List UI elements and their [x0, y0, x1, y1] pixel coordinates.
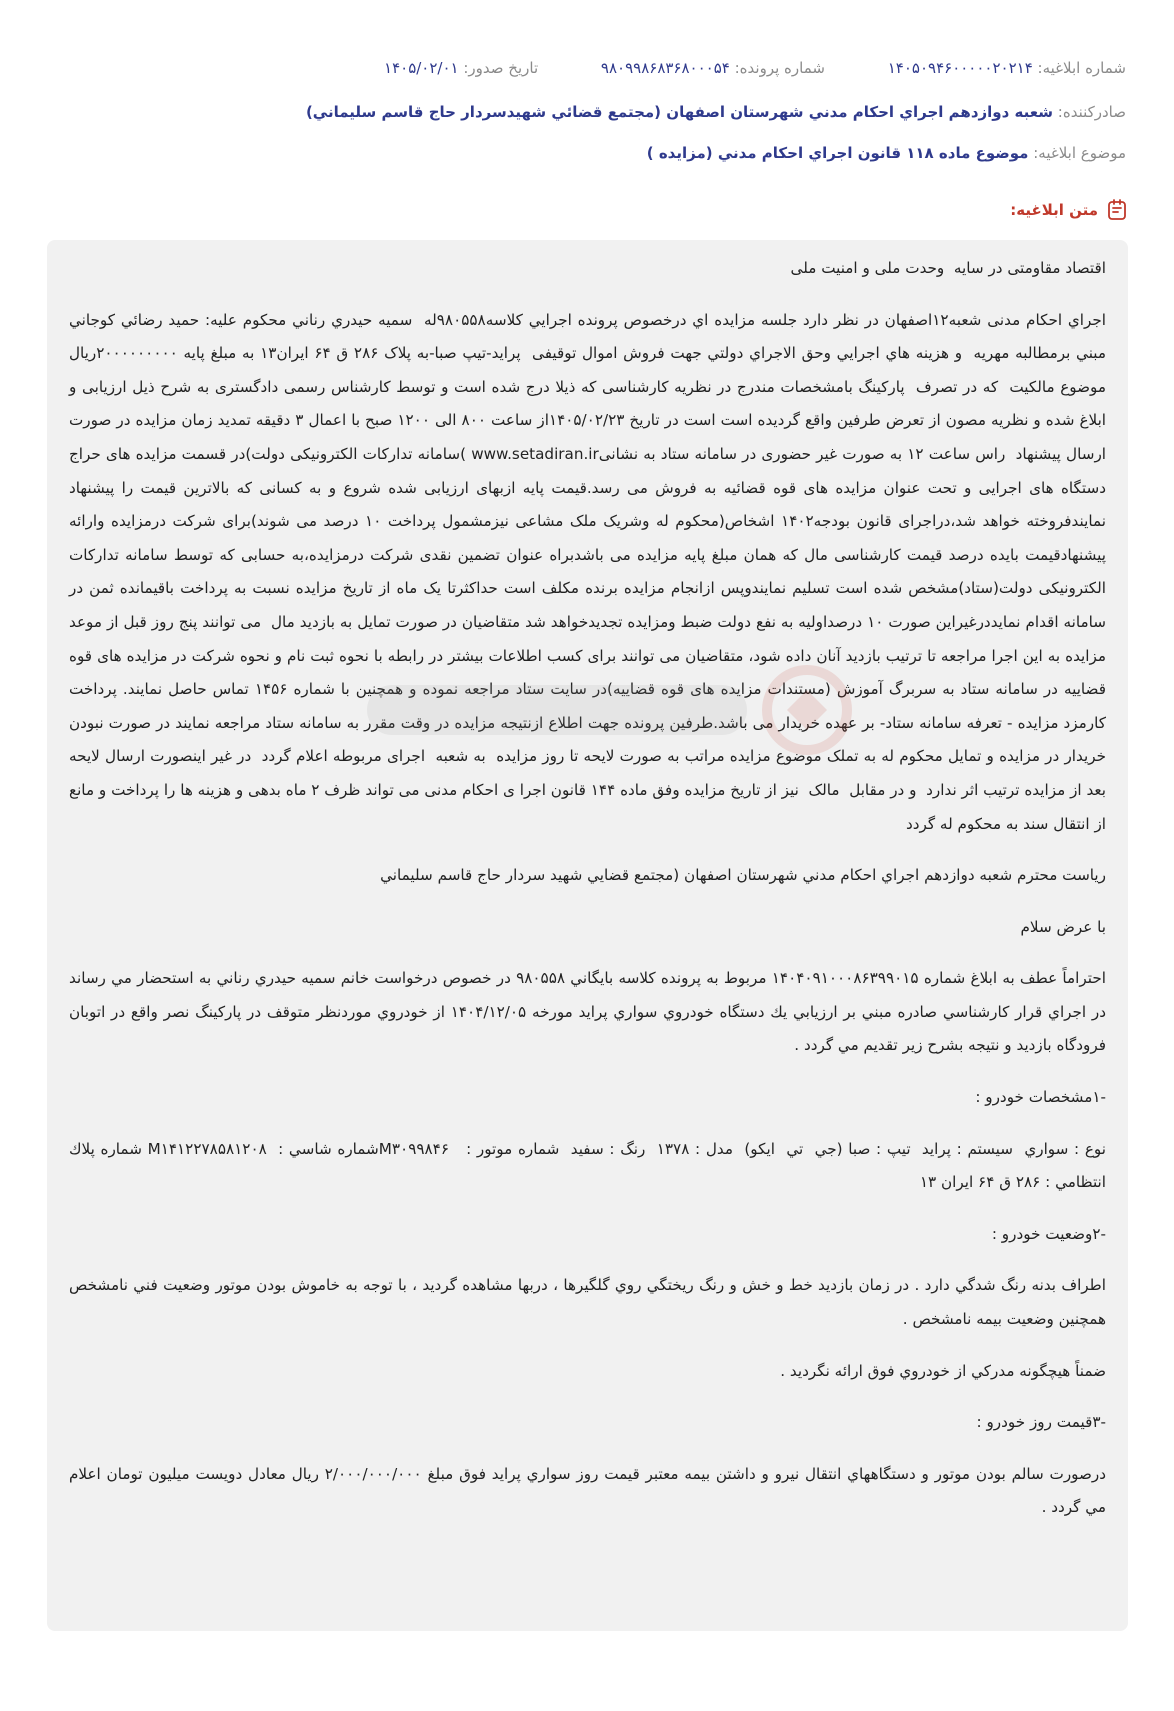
heading-vehicle-condition: -۲وضعيت خودرو : — [991, 1224, 1106, 1243]
meta-row-numbers — [48, 57, 1126, 79]
document-icon — [1106, 199, 1128, 221]
case-number — [601, 57, 825, 79]
issue-date-label: تاریخ صدور: — [463, 59, 539, 77]
paragraph-vehicle-price: درصورت سالم بودن موتور و دستگاههاي انتقال نيرو و داشتن بيمه معتبر قيمت روز سواري پرايد فوق مبلغ ۲/۰۰۰/۰۰۰/۰۰۰ ريال معادل دويست ميليون تومان اعلام مي گردد . — [64, 1464, 1106, 1517]
notice-number — [888, 57, 1126, 79]
paragraph-greeting: با عرض سلام — [1020, 917, 1106, 936]
subject-value: موضوع ماده ۱۱۸ قانون اجراي احکام مدني (مزايده ) — [646, 144, 1029, 162]
case-number-value: ۹۸۰۹۹۸۶۸۳۶۸۰۰۰۵۴ — [600, 59, 730, 77]
paragraph-auction-notice: اجراي احکام مدنی شعبه۱۲اصفهان در نظر دارد جلسه مزایده اي درخصوص پرونده اجرایي کلاسه۹۸۰۵۵۸له سمیه حیدري رناني محکوم علیه: حمید رضائي کوجاني مبني برمطالبه مهریه و هزینه هاي اجرایي وحق الاجراي دولتي جهت فروش اموال توقیفی پراید-تیپ صبا-به پلاک ۲۸۶ ق ۶۴ ایران۱۳ به مبلغ پایه ۲۰۰۰۰۰۰۰۰۰ریال موضوع مالکیت که در تصرف پارکینگ بامشخصات مندرج در نظریه کارشناسی که ذیلا درج شده است و توسط کارشناس رسمی دادگستری به شرح ذیل ارزیابی و ابلاغ شده و نظریه مصون از تعرض طرفین واقع گردیده است است در تاریخ ۱۴۰۵/۰۲/۲۳از ساعت ۸۰۰ الی ۱۲۰۰ صبح با اعمال ۳ دقیقه تمدید زمان مزایده در صورت ارسال پیشنهاد راس ساعت ۱۲ به صورت غیر حضوری در سامانه ستاد به نشانیwww.setadiran.ir )سامانه تدارکات الکترونیکی دولت)در قسمت مزایده های حراج دستگاه های اجرایی و تحت عنوان مزایده های قوه قضائیه به فروش می رسد.قیمت پایه ازبهای ارزیابی شده شروع و به کسانی که بالاترین قیمت را پیشنهاد نمایندفروخته خواهد شد،دراجرای قانون بودجه۱۴۰۲ اشخاص(محکوم له وشریک ملک مشاعی نیزمشمول پرداخت ۱۰ درصد می شوند)برای شرکت درمزایده وارائه پیشنهادقیمت بایده درصد قیمت کارشناسی مال که همان مبلغ پایه مزایده می باشدبراه عنوان تضمین نقدی شرکت درمزایده،به حسابی که توسط سامانه تدارکات الکترونیکی دولت(ستاد)مشخص شده است تسلیم نمایندوپس ازانجام مزایده برنده مکلف است حداکثرتا یک ماه از تاریخ مزایده نسبت به پرداخت باقیمانده ثمن در سامانه اقدام نمایددرغیراین صورت ۱۰ درصداولیه به نفع دولت ضبط ومزایده تجدیدخواهد شد متقاضیان در صورت تمایل به بازدید مال می توانند پنج روز قبل از موعد مزایده به این اجرا مراجعه تا ترتیب بازدید آنان داده شود، متقاضیان می توانند برای کسب اطلاعات بیشتر در رابطه با نحوه ثبت نام و نحوه شرکت در مزایده های قوه قضاییه در سامانه ستاد به سربرگ آموزش (مستندات مزایده های قوه قضاییه)در سایت ستاد مراجعه نموده و همچنین با شماره ۱۴۵۶ تماس حاصل نمایند. پرداخت کارمزد مزایده - تعرفه سامانه ستاد- بر عهده خریدار می باشد.طرفین پرونده جهت اطلاع ازنتیجه مزایده در وقت مقرر به سامانه ستاد مراجعه نمایند در صورت نبودن خریدار در مزایده و تمایل محکوم له به تملک موضوع مزایده مراتب به صورت لایحه تا روز مزایده به شعبه اجرای مربوطه اعلام گردد در غیر اینصورت ارسال لایحه بعد از مزایده ترتیب اثر ندارد و در مقابل مالک نیز از تاریخ مزایده وفق ماده ۱۴۴ قانون اجرا ی احکام مدنی می تواند ظرف ۲ ماه بدهی و هزینه ها را پرداخت و مانع از انتقال سند به محکوم له گردد — [64, 310, 1107, 833]
paragraph-vehicle-condition: اطراف بدنه رنگ شدگي دارد . در زمان بازديد خط و خش و رنگ ريختگي روي گلگيرها ، دربها مشاهده گرديد ، با توجه به خاموش بودن موتور وضعيت فني نامشخص همچنين وضعيت بيمه نامشخص . — [59, 1276, 1106, 1329]
paragraph-vehicle-specs: نوع : سواري سيستم : پرايد تيپ : صبا (جي تي ايكو) مدل : ۱۳۷۸ رنگ : سفيد شماره موتور : M۳۰۹۹۸۴۶شماره شاسي : M۱۴۱۲۲۷۸۵۸۱۲۰۸ شماره پلاك انتظامي : ۲۸۶ ق ۶۴ ايران ۱۳ — [64, 1139, 1106, 1192]
heading-vehicle-price: -۳قيمت روز خودرو : — [976, 1413, 1106, 1432]
issue-date-value: ۱۴۰۵/۰۲/۰۱ — [384, 59, 459, 77]
issuer-value: شعبه دوازدهم اجراي احکام مدني شهرستان اصفهان (مجتمع قضائي شهيدسردار حاج قاسم سليماني) — [305, 103, 1053, 121]
paragraph-no-documents: ضمناً هيچگونه مدركي از خودروي فوق ارائه نگرديد . — [780, 1361, 1106, 1380]
paragraph-slogan: اقتصاد مقاومتی در سایه وحدت ملی و امنیت ملی — [790, 259, 1106, 277]
paragraph-expert-intro: احتراماً عطف به ابلاغ شماره ۱۴۰۴۰۹۱۰۰۰۸۶۳۹۹۰۱۵ مربوط به پرونده كلاسه بايگاني ۹۸۰۵۵۸ در خصوص درخواست خانم سميه حيدري رناني به استحضار مي رساند در اجراي قرار كارشناسي صادره مبني بر ارزيابي يك دستگاه خودروي سواري پرايد مورخه ۱۴۰۴/۱۲/۰۵ از خودروي موردنظر متوقف در پاركينگ نصر واقع در اتوبان فرودگاه بازديد و نتيجه بشرح زير تقديم مي گردد . — [64, 969, 1106, 1055]
notice-text-heading — [1010, 199, 1128, 221]
issuer-label: صادرکننده: — [1057, 103, 1126, 121]
case-number-label: شماره پرونده: — [734, 59, 825, 77]
paragraph-addressee: رياست محترم شعبه دوازدهم اجراي احکام مدني شهرستان اصفهان (مجتمع قضايي شهيد سردار حاج قاسم سليماني — [380, 866, 1106, 885]
issue-date — [384, 57, 538, 79]
notice-text-box — [47, 240, 1128, 1631]
subject-label: موضوع ابلاغیه: — [1033, 144, 1126, 162]
heading-vehicle-specs: -۱مشخصات خودرو : — [975, 1088, 1106, 1107]
notice-number-label: شماره ابلاغیه: — [1037, 59, 1126, 77]
subject-row — [48, 142, 1126, 164]
notice-text-title: متن ابلاغیه: — [1010, 201, 1098, 219]
issuer-row — [48, 101, 1126, 123]
notice-number-value: ۱۴۰۵۰۹۴۶۰۰۰۰۰۲۰۲۱۴ — [887, 59, 1033, 77]
